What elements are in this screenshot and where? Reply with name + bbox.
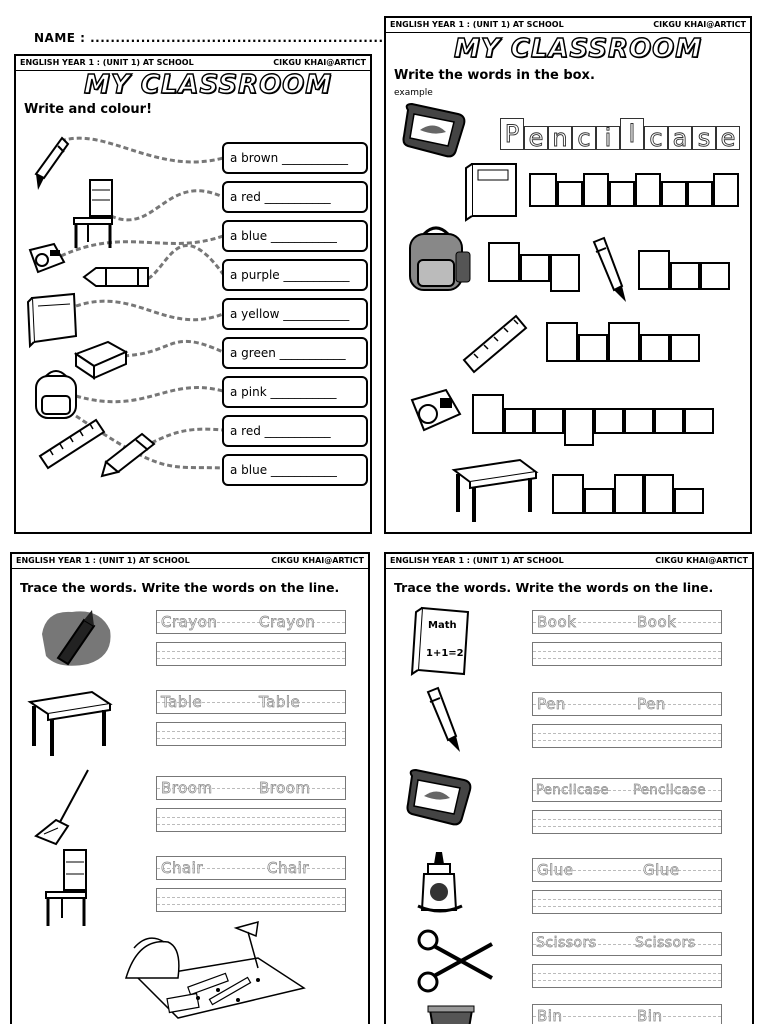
answer-box[interactable] — [674, 488, 704, 514]
trace-word: Broom — [161, 779, 213, 797]
example-letter-row — [500, 118, 740, 150]
answer-box[interactable] — [472, 394, 504, 434]
colour-box-3[interactable]: a blue ___________ — [222, 220, 368, 252]
trace-box — [156, 856, 346, 880]
pen-icon — [422, 686, 468, 754]
pencilcase-icon — [404, 766, 478, 828]
answer-box[interactable] — [534, 408, 564, 434]
write-line[interactable] — [532, 642, 722, 666]
trace-word: Crayon — [259, 613, 316, 631]
answer-box[interactable] — [578, 334, 608, 362]
answer-box[interactable] — [529, 173, 557, 207]
answer-box[interactable] — [670, 334, 700, 362]
example-letter: l — [620, 118, 644, 150]
bin-icon — [426, 1000, 476, 1024]
answer-box[interactable] — [583, 173, 609, 207]
trace-word: Pen — [637, 695, 666, 713]
write-line[interactable] — [156, 888, 346, 912]
write-line[interactable] — [532, 810, 722, 834]
ruler-icon — [460, 310, 530, 374]
chair-icon — [70, 178, 118, 250]
example-letter: P — [500, 118, 524, 150]
answer-box[interactable] — [552, 474, 584, 514]
classroom-desk-scene-icon — [108, 918, 308, 1024]
answer-box[interactable] — [640, 334, 670, 362]
answer-box[interactable] — [546, 322, 578, 362]
crayon-icon — [36, 604, 116, 672]
trace-word: Bin — [537, 1007, 563, 1024]
answer-box[interactable] — [614, 474, 644, 514]
write-line[interactable] — [156, 722, 346, 746]
chair-icon — [42, 848, 92, 928]
trace-word: Bin — [637, 1007, 663, 1024]
colour-box-8[interactable]: a red ___________ — [222, 415, 368, 447]
trace-word: Scissors — [536, 935, 597, 951]
header-divider — [12, 568, 368, 569]
example-letter: e — [524, 126, 548, 150]
book-icon — [462, 160, 520, 222]
page-title: MY CLASSROOM — [454, 34, 703, 64]
trace-box — [156, 776, 346, 800]
write-line[interactable] — [156, 808, 346, 832]
answer-box[interactable] — [520, 254, 550, 282]
panel-write-the-words — [384, 16, 752, 534]
trace-word: Chair — [161, 859, 204, 877]
example-letter: c — [644, 126, 668, 150]
panel-trace-words-2 — [384, 552, 754, 1024]
trace-word: Pencilcase — [536, 783, 609, 798]
example-letter: a — [668, 126, 692, 150]
write-line[interactable] — [532, 964, 722, 988]
trace-word: Book — [537, 613, 577, 631]
table-icon — [450, 456, 540, 524]
panel-header-left: ENGLISH YEAR 1 : (UNIT 1) AT SCHOOL — [390, 556, 564, 565]
answer-box[interactable] — [624, 408, 654, 434]
sharpener-icon — [406, 382, 466, 442]
answer-box[interactable] — [488, 242, 520, 282]
example-label: example — [394, 88, 433, 98]
trace-word: Glue — [537, 861, 574, 879]
scissors-icon — [414, 926, 496, 996]
trace-word: Book — [637, 613, 677, 631]
instruction: Write and colour! — [24, 102, 153, 117]
broom-icon — [34, 766, 94, 846]
header-divider — [386, 32, 750, 33]
trace-box — [532, 778, 722, 802]
pen-icon — [28, 134, 72, 196]
write-line[interactable] — [156, 642, 346, 666]
pen-icon — [588, 236, 634, 304]
pencilcase-icon — [400, 100, 472, 160]
answer-box[interactable] — [608, 322, 640, 362]
write-line[interactable] — [532, 890, 722, 914]
panel-header-left: ENGLISH YEAR 1 : (UNIT 1) AT SCHOOL — [16, 556, 190, 565]
colour-box-5[interactable]: a yellow ___________ — [222, 298, 368, 330]
answer-box[interactable] — [644, 474, 674, 514]
trace-box — [532, 858, 722, 882]
panel-header-right: CIKGU KHAI@ARTICT — [653, 20, 746, 29]
panel-trace-words-1 — [10, 552, 370, 1024]
colour-box-4[interactable]: a purple ___________ — [222, 259, 368, 291]
page-title: MY CLASSROOM — [84, 70, 333, 100]
panel-header-right: CIKGU KHAI@ARTICT — [271, 556, 364, 565]
table-icon — [26, 688, 112, 758]
crayon-icon — [82, 264, 156, 290]
example-letter: n — [548, 126, 572, 150]
book-label-sum: 1+1=2 — [426, 648, 464, 659]
instruction: Trace the words. Write the words on the line. — [20, 580, 340, 595]
trace-word: Pencilcase — [633, 783, 706, 798]
colour-box-6[interactable]: a green ___________ — [222, 337, 368, 369]
example-letter: c — [572, 126, 596, 150]
trace-word: Chair — [267, 859, 310, 877]
panel-header-right: CIKGU KHAI@ARTICT — [655, 556, 748, 565]
pencil-icon — [98, 430, 158, 480]
panel-header-left: ENGLISH YEAR 1 : (UNIT 1) AT SCHOOL — [390, 20, 564, 29]
glue-icon — [416, 850, 464, 916]
panel-write-and-colour — [14, 54, 372, 534]
answer-box[interactable] — [594, 408, 624, 434]
book-label-math: Math — [428, 620, 457, 631]
answer-box[interactable] — [584, 488, 614, 514]
name-line: NAME : .......................................................... — [34, 31, 384, 45]
answer-box[interactable] — [654, 408, 684, 434]
trace-box — [532, 932, 722, 956]
instruction: Trace the words. Write the words on the line. — [394, 580, 714, 595]
answer-box[interactable] — [635, 173, 661, 207]
answer-box[interactable] — [687, 181, 713, 207]
instruction: Write the words in the box. — [394, 68, 595, 83]
trace-word: Crayon — [161, 613, 218, 631]
sharpener-icon — [24, 236, 70, 280]
answer-box[interactable] — [713, 173, 739, 207]
colour-box-7[interactable]: a pink ___________ — [222, 376, 368, 408]
colour-box-2[interactable]: a red ___________ — [222, 181, 368, 213]
book-icon — [410, 604, 474, 678]
school-bag-icon — [400, 222, 474, 294]
trace-box — [532, 692, 722, 716]
answer-box[interactable] — [609, 181, 635, 207]
write-line[interactable] — [532, 724, 722, 748]
example-letter: i — [596, 126, 620, 150]
colour-box-9[interactable]: a blue ___________ — [222, 454, 368, 486]
answer-box[interactable] — [550, 254, 580, 292]
trace-box — [156, 610, 346, 634]
answer-box[interactable] — [670, 262, 700, 290]
answer-box[interactable] — [700, 262, 730, 290]
trace-word: Table — [259, 693, 301, 711]
trace-word: Scissors — [635, 935, 696, 951]
trace-word: Table — [161, 693, 203, 711]
colour-box-1[interactable]: a brown ___________ — [222, 142, 368, 174]
example-letter: e — [716, 126, 740, 150]
trace-box — [532, 610, 722, 634]
trace-box — [532, 1004, 722, 1024]
trace-word: Broom — [259, 779, 311, 797]
answer-box[interactable] — [557, 181, 583, 207]
answer-box[interactable] — [564, 408, 594, 446]
panel-header-right: CIKGU KHAI@ARTICT — [273, 58, 366, 67]
answer-box[interactable] — [504, 408, 534, 434]
panel-header-left: ENGLISH YEAR 1 : (UNIT 1) AT SCHOOL — [20, 58, 194, 67]
answer-box[interactable] — [638, 250, 670, 290]
trace-word: Glue — [643, 861, 680, 879]
trace-box — [156, 690, 346, 714]
header-divider — [386, 568, 752, 569]
trace-word: Pen — [537, 695, 566, 713]
answer-box[interactable] — [661, 181, 687, 207]
example-letter: s — [692, 126, 716, 150]
answer-box[interactable] — [684, 408, 714, 434]
